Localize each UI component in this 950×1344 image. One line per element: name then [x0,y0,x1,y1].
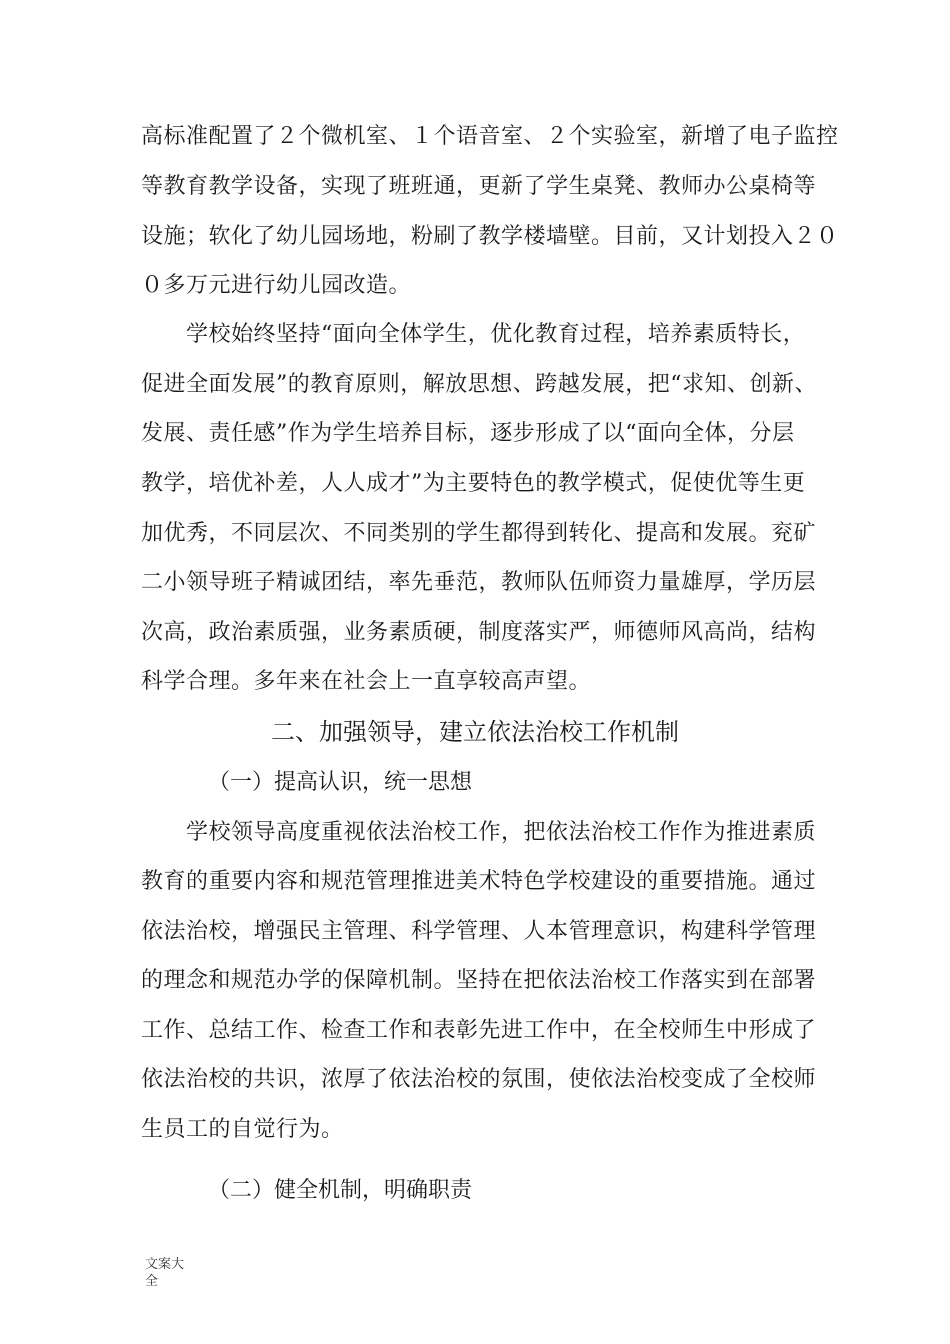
paragraph-2-line-1: 学校始终坚持“面向全体学生，优化教育过程，培养素质特长， [186,322,806,347]
subheading-1: （一）提高认识，统一思想 [208,770,473,795]
footer-label [145,1256,195,1290]
subheading-2: （二）健全机制，明确职责 [208,1178,473,1203]
paragraph-3-line-2: 教育的重要内容和规范管理推进美术特色学校建设的重要措施。通过 [141,869,817,894]
footer-line-2: 全 [145,1274,159,1289]
footer-line-1: 文案大 [145,1257,185,1272]
paragraph-1-line-3: 设施；软化了幼儿园场地，粉刷了教学楼墙壁。目前，又计划投入２０ [141,224,839,249]
paragraph-2-line-4: 教学，培优补差，人人成才”为主要特色的教学模式，促使优等生更 [141,471,806,496]
paragraph-2-line-2: 促进全面发展”的教育原则，解放思想、跨越发展，把“求知、创新、 [141,372,817,397]
paragraph-3-line-3: 依法治校，增强民主管理、科学管理、人本管理意识，构建科学管理 [141,919,817,944]
paragraph-2-line-7: 次高，政治素质强，业务素质硬，制度落实严，师德师风高尚，结构 [141,620,817,645]
paragraph-2-line-5: 加优秀，不同层次、不同类别的学生都得到转化、提高和发展。兖矿 [141,521,817,546]
paragraph-1-line-4: ０多万元进行幼儿园改造。 [141,273,412,298]
paragraph-3-line-6: 依法治校的共识，浓厚了依法治校的氛围，使依法治校变成了全校师 [141,1067,817,1092]
paragraph-1-line-2: 等教育教学设备，实现了班班通，更新了学生桌凳、教师办公桌椅等 [141,174,817,199]
section-heading: 二、加强领导，建立依法治校工作机制 [271,718,679,746]
paragraph-2-line-3: 发展、责任感”作为学生培养目标，逐步形成了以“面向全体，分层 [141,421,795,446]
paragraph-2-line-6: 二小领导班子精诚团结，率先垂范，教师队伍师资力量雄厚，学历层 [141,570,817,595]
paragraph-3-line-7: 生员工的自觉行为。 [141,1117,344,1142]
paragraph-3-line-4: 的理念和规范办学的保障机制。坚持在把依法治校工作落实到在部署 [141,968,817,993]
paragraph-2-line-8: 科学合理。多年来在社会上一直享较高声望。 [141,669,592,694]
paragraph-3-line-1: 学校领导高度重视依法治校工作，把依法治校工作作为推进素质 [186,820,817,845]
paragraph-3-line-5: 工作、总结工作、检查工作和表彰先进工作中，在全校师生中形成了 [141,1018,817,1043]
paragraph-1-line-1: 高标准配置了２个微机室、１个语音室、２个实验室，新增了电子监控 [141,124,839,149]
